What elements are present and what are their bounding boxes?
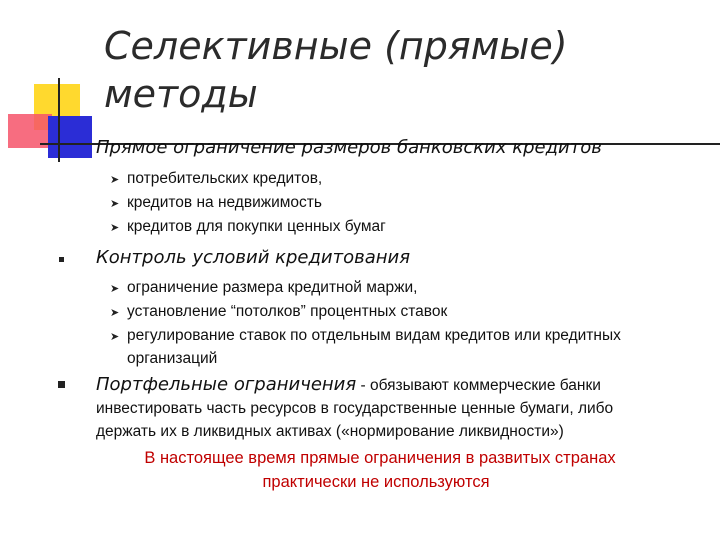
section1-heading: Прямое ограничение размеров банковских кредитов [96,137,602,158]
note-line: В настоящее время прямые ограничения в развитых странах [144,449,616,467]
slide-title: Селективные (прямые) методы [104,24,568,116]
section2-item: регулирование ставок по отдельным видам кредитов или кредитных [127,327,621,344]
section3-heading: Портфельные ограничения [96,374,357,395]
section2-heading: Контроль условий кредитования [96,247,411,268]
arrow-bullet-icon: ➤ [110,282,120,295]
section1-item: потребительских кредитов, [127,170,323,187]
arrow-bullet-icon: ➤ [110,330,120,343]
section3-heading-tail: - обязывают коммерческие банки [356,377,601,394]
arrow-bullet-icon: ➤ [110,197,120,210]
decor-blue-square [48,116,92,158]
section3-heading-row [96,374,601,396]
section3-line: инвестировать часть ресурсов в государственные ценные бумаги, либо [96,400,614,417]
arrow-bullet-icon: ➤ [110,221,120,234]
arrow-bullet-icon: ➤ [110,306,120,319]
section2-item: ограничение размера кредитной маржи, [127,279,418,296]
arrow-bullet-icon: ➤ [110,173,120,186]
square-bullet-icon [59,257,64,262]
section2-item-continuation: организаций [127,350,218,367]
section1-item: кредитов на недвижимость [127,194,322,211]
section2-item: установление “потолков” процентных ставок [127,303,448,320]
decor-vertical-line [58,78,60,162]
square-bullet-icon [58,381,65,388]
section1-item: кредитов для покупки ценных бумаг [127,218,386,235]
section3-line: держать их в ликвидных активах («нормирование ликвидности») [96,423,564,440]
note-line: практически не используются [262,473,490,491]
